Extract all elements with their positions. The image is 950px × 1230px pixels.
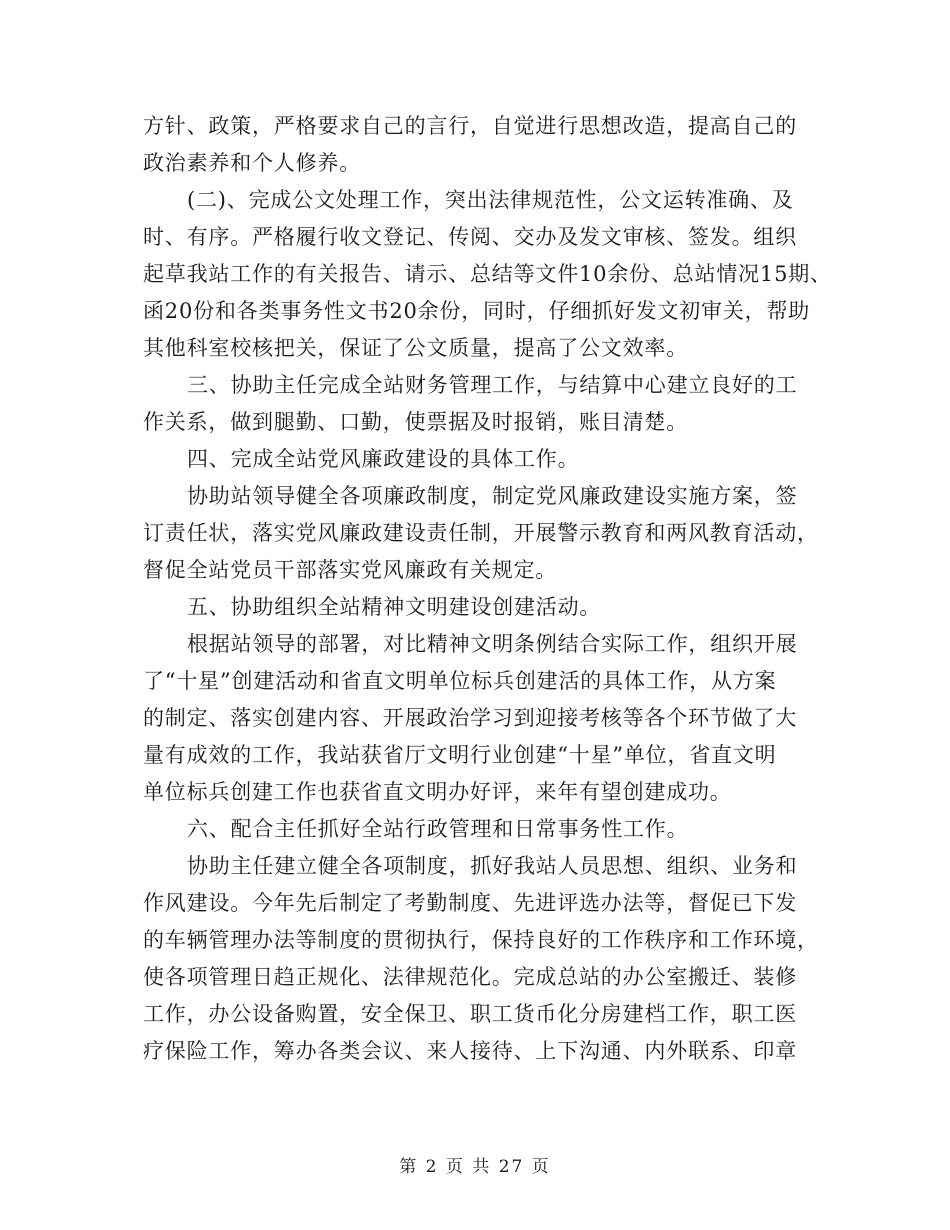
text-line: (二)、完成公文处理工作，突出法律规范性，公文运转准确、及 [187,188,794,212]
text-line: 其他科室校核把关，保证了公文质量，提高了公文效率。 [143,336,688,360]
text-line: 疗保险工作，筹办各类会议、来人接待、上下沟通、内外联系、印章 [143,1039,797,1063]
text-line: 了“十星”创建活动和省直文明单位标兵创建活的具体工作，从方案 [143,669,777,693]
text-line: 根据站领导的部署，对比精神文明条例结合实际工作，组织开展 [187,632,798,656]
text-line: 协助站领导健全各项廉政制度，制定党风廉政建设实施方案，签 [187,484,798,508]
text-line: 三、协助主任完成全站财务管理工作，与结算中心建立良好的工 [187,373,798,397]
text-line: 协助主任建立健全各项制度，抓好我站人员思想、组织、业务和 [187,854,798,878]
text-line: 方针、政策，严格要求自己的言行，自觉进行思想改造，提高自己的 [143,114,797,138]
text-line: 工作，办公设备购置，安全保卫、职工货币化分房建档工作，职工医 [143,1002,797,1026]
text-line: 五、协助组织全站精神文明建设创建活动。 [187,595,602,619]
document-body [143,108,832,1070]
text-line: 作关系，做到腿勤、口勤，使票据及时报销，账目清楚。 [143,410,688,434]
page-footer: 第 2 页 共 27 页 [399,1157,551,1177]
text-line: 使各项管理日趋正规化、法律规范化。完成总站的办公室搬迁、装修 [143,965,797,989]
text-line: 督促全站党员干部落实党风廉政有关规定。 [143,558,558,582]
text-line: 量有成效的工作，我站获省厅文明行业创建“十星”单位，省直文明 [143,743,777,767]
text-line: 政治素养和个人修养。 [143,151,361,175]
text-line: 时、有序。严格履行收文登记、传阅、交办及发文审核、签发。组织 [143,225,797,249]
text-line: 的车辆管理办法等制度的贯彻执行，保持良好的工作秩序和工作环境， [143,928,819,952]
text-line: 四、完成全站党风廉政建设的具体工作。 [187,447,580,471]
text-line: 单位标兵创建工作也获省直文明办好评，来年有望创建成功。 [143,780,732,804]
text-line: 订责任状，落实党风廉政建设责任制，开展警示教育和两风教育活动， [143,521,819,545]
text-line: 函20份和各类事务性文书20余份，同时，仔细抓好发文初审关，帮助 [143,299,811,323]
text-line: 作风建设。今年先后制定了考勤制度、先进评选办法等，督促已下发 [143,891,797,915]
text-line: 六、配合主任抓好全站行政管理和日常事务性工作。 [187,817,689,841]
text-line: 的制定、落实创建内容、开展政治学习到迎接考核等各个环节做了大 [143,706,797,730]
text-line: 起草我站工作的有关报告、请示、总结等文件10余份、总站情况15期、 [143,262,832,286]
